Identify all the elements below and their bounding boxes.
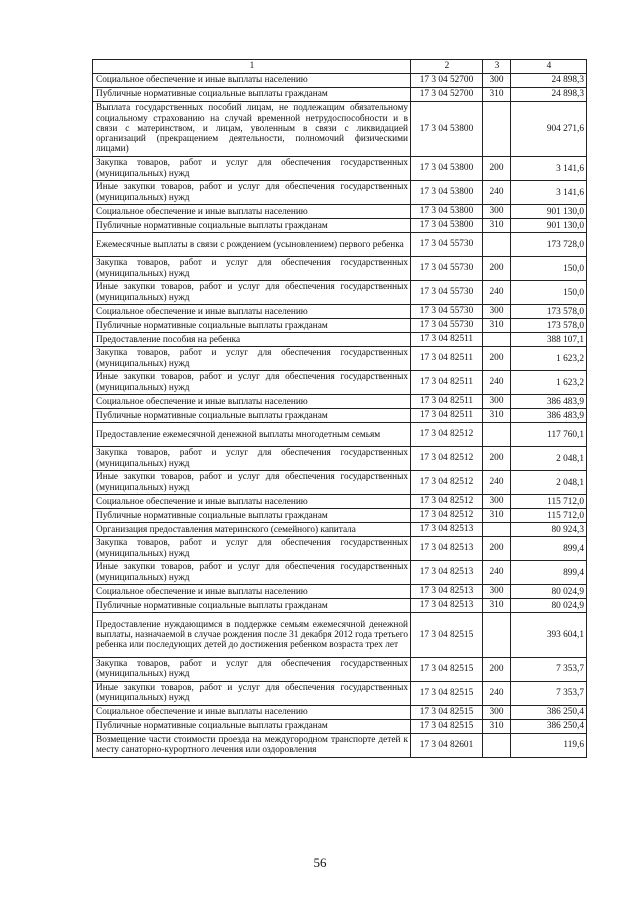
- row-code-cell: 17 3 04 82513: [411, 585, 483, 599]
- row-code-cell: 17 3 04 53800: [411, 219, 483, 233]
- row-code-cell: 17 3 04 53800: [411, 181, 483, 205]
- row-name-cell: Социальное обеспечение и иные выплаты населению: [93, 495, 411, 509]
- row-expense-type-cell: 310: [483, 219, 511, 233]
- row-name-cell: Закупка товаров, работ и услуг для обеспечения государственных (муниципальных) нужд: [93, 157, 411, 181]
- row-expense-type-cell: 240: [483, 371, 511, 395]
- table-row: [93, 371, 587, 395]
- table-row: [93, 423, 587, 447]
- row-amount-cell: 24 898,3: [511, 87, 587, 101]
- table-row: [93, 471, 587, 495]
- row-name-cell: Закупка товаров, работ и услуг для обеспечения государственных (муниципальных) нужд: [93, 257, 411, 281]
- row-amount-cell: 2 048,1: [511, 447, 587, 471]
- row-amount-cell: 3 141,6: [511, 157, 587, 181]
- row-expense-type-cell: 310: [483, 509, 511, 523]
- row-name-cell: Возмещение части стоимости проезда на междугородном транспорте детей к месту санаторно-курортного лечения или оздоровления: [93, 733, 411, 757]
- row-amount-cell: 150,0: [511, 281, 587, 305]
- row-code-cell: 17 3 04 82513: [411, 537, 483, 561]
- row-amount-cell: 7 353,7: [511, 681, 587, 705]
- row-code-cell: 17 3 04 82512: [411, 471, 483, 495]
- row-code-cell: 17 3 04 82511: [411, 395, 483, 409]
- table-row: [93, 319, 587, 333]
- table-row: [93, 705, 587, 719]
- table-row: [93, 657, 587, 681]
- row-amount-cell: 117 760,1: [511, 423, 587, 447]
- row-code-cell: 17 3 04 82512: [411, 509, 483, 523]
- row-code-cell: 17 3 04 52700: [411, 87, 483, 101]
- row-name-cell: Социальное обеспечение и иные выплаты населению: [93, 705, 411, 719]
- table-row: [93, 347, 587, 371]
- table-row: [93, 87, 587, 101]
- row-expense-type-cell: 300: [483, 495, 511, 509]
- row-code-cell: 17 3 04 55730: [411, 233, 483, 257]
- row-name-cell: Социальное обеспечение и иные выплаты населению: [93, 395, 411, 409]
- row-code-cell: 17 3 04 82515: [411, 657, 483, 681]
- row-name-cell: Социальное обеспечение и иные выплаты населению: [93, 305, 411, 319]
- row-name-cell: Иные закупки товаров, работ и услуг для обеспечения государственных (муниципальных) нужд: [93, 371, 411, 395]
- row-amount-cell: 388 107,1: [511, 333, 587, 347]
- row-name-cell: Предоставление пособия на ребенка: [93, 333, 411, 347]
- row-amount-cell: 393 604,1: [511, 613, 587, 658]
- row-amount-cell: 115 712,0: [511, 495, 587, 509]
- table-row: [93, 561, 587, 585]
- row-name-cell: Публичные нормативные социальные выплаты гражданам: [93, 87, 411, 101]
- table-row: [93, 447, 587, 471]
- row-expense-type-cell: 310: [483, 599, 511, 613]
- row-code-cell: 17 3 04 55730: [411, 305, 483, 319]
- row-expense-type-cell: 310: [483, 319, 511, 333]
- row-amount-cell: 119,6: [511, 733, 587, 757]
- row-amount-cell: 901 130,0: [511, 219, 587, 233]
- header-cell-3: 3: [483, 60, 511, 74]
- table-row: [93, 233, 587, 257]
- row-name-cell: Публичные нормативные социальные выплаты гражданам: [93, 219, 411, 233]
- row-amount-cell: 173 578,0: [511, 319, 587, 333]
- row-name-cell: Публичные нормативные социальные выплаты гражданам: [93, 599, 411, 613]
- table-row: [93, 219, 587, 233]
- row-expense-type-cell: 300: [483, 395, 511, 409]
- budget-table: [92, 59, 587, 758]
- row-expense-type-cell: [483, 733, 511, 757]
- table-row: [93, 305, 587, 319]
- row-amount-cell: 899,4: [511, 537, 587, 561]
- row-code-cell: 17 3 04 82511: [411, 333, 483, 347]
- row-amount-cell: 80 024,9: [511, 599, 587, 613]
- row-code-cell: 17 3 04 82512: [411, 495, 483, 509]
- row-expense-type-cell: 300: [483, 205, 511, 219]
- row-amount-cell: 3 141,6: [511, 181, 587, 205]
- header-cell-2: 2: [411, 60, 483, 74]
- table-row: [93, 181, 587, 205]
- row-expense-type-cell: 300: [483, 705, 511, 719]
- row-name-cell: Ежемесячные выплаты в связи с рождением (усыновлением) первого ребенка: [93, 233, 411, 257]
- row-code-cell: 17 3 04 53800: [411, 205, 483, 219]
- row-name-cell: Публичные нормативные социальные выплаты гражданам: [93, 319, 411, 333]
- row-amount-cell: 115 712,0: [511, 509, 587, 523]
- row-amount-cell: 1 623,2: [511, 347, 587, 371]
- row-name-cell: Социальное обеспечение и иные выплаты населению: [93, 585, 411, 599]
- row-name-cell: Предоставление ежемесячной денежной выплаты многодетным семьям: [93, 423, 411, 447]
- table-row: [93, 205, 587, 219]
- row-code-cell: 17 3 04 82515: [411, 705, 483, 719]
- row-name-cell: Выплата государственных пособий лицам, не подлежащим обязательному социальному страхованию на случай временной нетрудоспособности и в связи с материнством, и лицам, уволенным в связи с ликвидацией организаций (прекращением деятельности, полномочий физическими лицами): [93, 101, 411, 157]
- row-code-cell: 17 3 04 55730: [411, 319, 483, 333]
- row-code-cell: 17 3 04 55730: [411, 281, 483, 305]
- header-cell-1: 1: [93, 60, 411, 74]
- row-expense-type-cell: 200: [483, 657, 511, 681]
- row-amount-cell: 80 924,3: [511, 523, 587, 537]
- row-code-cell: 17 3 04 82511: [411, 371, 483, 395]
- row-name-cell: Иные закупки товаров, работ и услуг для обеспечения государственных (муниципальных) нужд: [93, 471, 411, 495]
- row-expense-type-cell: 240: [483, 181, 511, 205]
- table-row: [93, 719, 587, 733]
- header-row: [93, 60, 587, 74]
- row-code-cell: 17 3 04 53800: [411, 157, 483, 181]
- row-name-cell: Предоставление нуждающимся в поддержке семьям ежемесячной денежной выплаты, назначаемой в случае рождения после 31 декабря 2012 года третьего ребенка или последующих детей до достижения ребенком возраста трех лет: [93, 613, 411, 658]
- row-amount-cell: 386 483,9: [511, 395, 587, 409]
- row-code-cell: 17 3 04 82515: [411, 719, 483, 733]
- row-name-cell: Закупка товаров, работ и услуг для обеспечения государственных (муниципальных) нужд: [93, 537, 411, 561]
- page-number: 56: [313, 855, 327, 870]
- table-row: [93, 495, 587, 509]
- table-row: [93, 157, 587, 181]
- row-code-cell: 17 3 04 82511: [411, 409, 483, 423]
- table-row: [93, 509, 587, 523]
- row-amount-cell: 1 623,2: [511, 371, 587, 395]
- row-amount-cell: 2 048,1: [511, 471, 587, 495]
- row-expense-type-cell: 200: [483, 447, 511, 471]
- row-expense-type-cell: 240: [483, 561, 511, 585]
- row-expense-type-cell: 240: [483, 681, 511, 705]
- row-code-cell: 17 3 04 82511: [411, 347, 483, 371]
- row-amount-cell: 901 130,0: [511, 205, 587, 219]
- table-row: [93, 281, 587, 305]
- row-amount-cell: 24 898,3: [511, 73, 587, 87]
- table-row: [93, 537, 587, 561]
- row-name-cell: Закупка товаров, работ и услуг для обеспечения государственных (муниципальных) нужд: [93, 447, 411, 471]
- row-expense-type-cell: [483, 233, 511, 257]
- row-code-cell: 17 3 04 52700: [411, 73, 483, 87]
- row-expense-type-cell: 300: [483, 305, 511, 319]
- table-row: [93, 613, 587, 658]
- table-row: [93, 333, 587, 347]
- row-code-cell: 17 3 04 55730: [411, 257, 483, 281]
- row-amount-cell: 386 250,4: [511, 705, 587, 719]
- table-row: [93, 409, 587, 423]
- row-expense-type-cell: 310: [483, 409, 511, 423]
- row-name-cell: Организация предоставления материнского (семейного) капитала: [93, 523, 411, 537]
- table-row: [93, 257, 587, 281]
- row-amount-cell: 899,4: [511, 561, 587, 585]
- row-name-cell: Публичные нормативные социальные выплаты гражданам: [93, 409, 411, 423]
- row-name-cell: Иные закупки товаров, работ и услуг для обеспечения государственных (муниципальных) нужд: [93, 281, 411, 305]
- table-row: [93, 73, 587, 87]
- row-expense-type-cell: 240: [483, 281, 511, 305]
- row-expense-type-cell: 200: [483, 257, 511, 281]
- row-code-cell: 17 3 04 82512: [411, 423, 483, 447]
- row-expense-type-cell: 200: [483, 537, 511, 561]
- table-body: [93, 73, 587, 757]
- row-name-cell: Иные закупки товаров, работ и услуг для обеспечения государственных (муниципальных) нужд: [93, 561, 411, 585]
- row-name-cell: Социальное обеспечение и иные выплаты населению: [93, 73, 411, 87]
- table-row: [93, 395, 587, 409]
- row-name-cell: Закупка товаров, работ и услуг для обеспечения государственных (муниципальных) нужд: [93, 657, 411, 681]
- row-expense-type-cell: [483, 523, 511, 537]
- row-name-cell: Иные закупки товаров, работ и услуг для обеспечения государственных (муниципальных) нужд: [93, 181, 411, 205]
- row-amount-cell: 80 024,9: [511, 585, 587, 599]
- row-amount-cell: 173 578,0: [511, 305, 587, 319]
- table-row: [93, 681, 587, 705]
- row-name-cell: Закупка товаров, работ и услуг для обеспечения государственных (муниципальных) нужд: [93, 347, 411, 371]
- row-amount-cell: 904 271,6: [511, 101, 587, 157]
- row-expense-type-cell: 310: [483, 719, 511, 733]
- row-code-cell: 17 3 04 82513: [411, 523, 483, 537]
- row-code-cell: 17 3 04 82515: [411, 681, 483, 705]
- row-code-cell: 17 3 04 82513: [411, 561, 483, 585]
- row-amount-cell: 386 250,4: [511, 719, 587, 733]
- row-expense-type-cell: 310: [483, 87, 511, 101]
- row-name-cell: Социальное обеспечение и иные выплаты населению: [93, 205, 411, 219]
- row-code-cell: 17 3 04 82513: [411, 599, 483, 613]
- row-expense-type-cell: [483, 333, 511, 347]
- row-code-cell: 17 3 04 82515: [411, 613, 483, 658]
- table-row: [93, 599, 587, 613]
- table-row: [93, 585, 587, 599]
- row-expense-type-cell: 300: [483, 585, 511, 599]
- table-row: [93, 101, 587, 157]
- row-expense-type-cell: 200: [483, 347, 511, 371]
- row-code-cell: 17 3 04 53800: [411, 101, 483, 157]
- row-code-cell: 17 3 04 82601: [411, 733, 483, 757]
- row-expense-type-cell: [483, 613, 511, 658]
- row-name-cell: Публичные нормативные социальные выплаты гражданам: [93, 509, 411, 523]
- row-expense-type-cell: 200: [483, 157, 511, 181]
- row-expense-type-cell: 240: [483, 471, 511, 495]
- row-amount-cell: 150,0: [511, 257, 587, 281]
- row-amount-cell: 7 353,7: [511, 657, 587, 681]
- row-name-cell: Иные закупки товаров, работ и услуг для обеспечения государственных (муниципальных) нужд: [93, 681, 411, 705]
- row-amount-cell: 386 483,9: [511, 409, 587, 423]
- row-expense-type-cell: [483, 423, 511, 447]
- row-amount-cell: 173 728,0: [511, 233, 587, 257]
- row-code-cell: 17 3 04 82512: [411, 447, 483, 471]
- header-cell-4: 4: [511, 60, 587, 74]
- table-row: [93, 733, 587, 757]
- row-expense-type-cell: 300: [483, 73, 511, 87]
- row-expense-type-cell: [483, 101, 511, 157]
- row-name-cell: Публичные нормативные социальные выплаты гражданам: [93, 719, 411, 733]
- table-row: [93, 523, 587, 537]
